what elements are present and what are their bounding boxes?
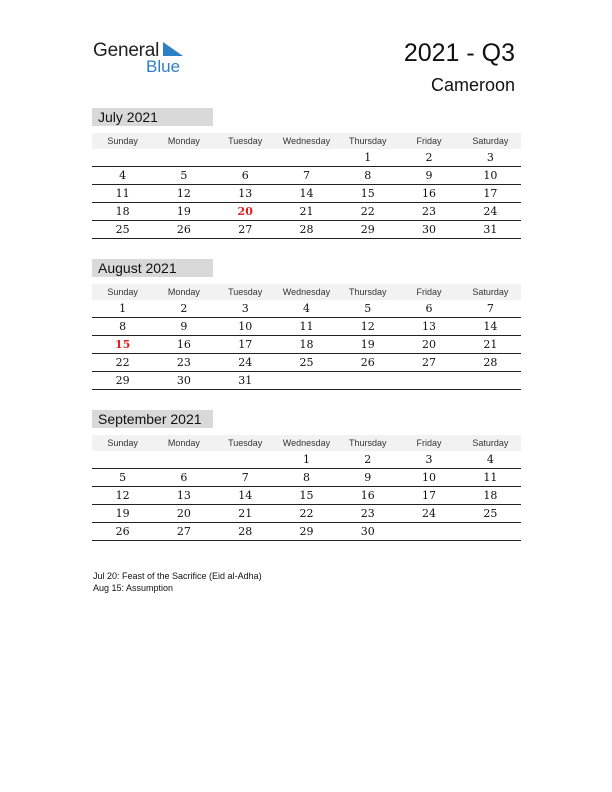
day-cell: 10 [483, 169, 498, 182]
day-cell: 19 [176, 205, 191, 218]
day-cell: 8 [302, 471, 310, 484]
day-cell: 22 [360, 205, 375, 218]
day-cell: 11 [115, 187, 130, 200]
weekday-label: Tuesday [228, 136, 263, 146]
day-cell [460, 523, 521, 540]
day-cell: 16 [360, 489, 375, 502]
day-cell: 17 [422, 489, 437, 502]
logo [93, 40, 193, 80]
day-cell: 11 [483, 471, 498, 484]
day-cell: 14 [238, 489, 253, 502]
day-cell: 26 [176, 223, 191, 236]
week-row [92, 487, 521, 505]
day-cell: 6 [425, 302, 433, 315]
day-cell: 19 [115, 507, 130, 520]
logo-blue-text: Blue [146, 57, 181, 76]
week-row [92, 221, 521, 239]
day-cell: 30 [176, 374, 191, 387]
day-cell: 4 [302, 302, 310, 315]
day-cell: 13 [176, 489, 191, 502]
day-cell: 6 [180, 471, 188, 484]
holiday-notes [93, 570, 262, 594]
day-cell: 29 [115, 374, 130, 387]
day-cell: 9 [180, 320, 188, 333]
week-row [92, 354, 521, 372]
day-cell: 1 [302, 453, 310, 466]
day-cell: 7 [486, 302, 494, 315]
day-cell: 2 [180, 302, 188, 315]
week-row [92, 185, 521, 203]
weekday-label: Thursday [349, 136, 387, 146]
day-cell: 6 [241, 169, 249, 182]
week-row [92, 300, 521, 318]
week-row [92, 167, 521, 185]
day-cell: 27 [422, 356, 437, 369]
weeks-grid [92, 149, 521, 239]
day-cell: 27 [176, 525, 191, 538]
day-cell: 3 [241, 302, 249, 315]
day-cell: 5 [364, 302, 372, 315]
weekday-label: Sunday [107, 287, 138, 297]
day-cell: 26 [360, 356, 375, 369]
day-cell [92, 451, 153, 468]
day-cell: 10 [422, 471, 437, 484]
day-cell: 5 [180, 169, 188, 182]
day-cell: 18 [115, 205, 130, 218]
day-cell: 12 [115, 489, 130, 502]
weekday-label: Friday [416, 287, 442, 297]
day-cell: 10 [238, 320, 253, 333]
day-cell: 7 [302, 169, 310, 182]
day-cell: 29 [299, 525, 314, 538]
day-cell: 25 [299, 356, 314, 369]
weekday-header-row [92, 284, 521, 300]
day-cell: 20 [422, 338, 437, 351]
week-row [92, 336, 521, 354]
day-cell: 9 [425, 169, 433, 182]
day-cell: 15 [360, 187, 375, 200]
day-cell: 4 [486, 453, 494, 466]
month-calendar-august [92, 259, 521, 390]
day-cell: 1 [119, 302, 127, 315]
weekday-label: Tuesday [228, 438, 263, 448]
weekday-label: Wednesday [282, 287, 331, 297]
week-row [92, 469, 521, 487]
month-calendar-september [92, 410, 521, 541]
day-cell [92, 149, 153, 166]
day-cell: 30 [360, 525, 375, 538]
day-cell: 18 [299, 338, 314, 351]
day-cell: 29 [360, 223, 375, 236]
day-cell: 25 [483, 507, 498, 520]
day-cell: 24 [238, 356, 253, 369]
weekday-label: Saturday [472, 136, 509, 146]
week-row [92, 523, 521, 541]
weekday-label: Thursday [349, 287, 387, 297]
weekday-label: Saturday [472, 287, 509, 297]
day-cell: 21 [483, 338, 498, 351]
day-cell: 28 [483, 356, 498, 369]
holiday-day-cell: 20 [237, 205, 253, 218]
day-cell: 16 [176, 338, 191, 351]
day-cell [215, 451, 276, 468]
day-cell: 24 [422, 507, 437, 520]
day-cell [153, 451, 214, 468]
day-cell: 3 [425, 453, 433, 466]
day-cell: 24 [483, 205, 498, 218]
week-row [92, 203, 521, 221]
weekday-label: Thursday [349, 438, 387, 448]
week-row [92, 149, 521, 167]
day-cell: 8 [119, 320, 127, 333]
day-cell: 1 [364, 151, 372, 164]
day-cell: 20 [176, 507, 191, 520]
weeks-grid [92, 451, 521, 541]
week-row [92, 372, 521, 390]
day-cell: 31 [483, 223, 498, 236]
day-cell: 26 [115, 525, 130, 538]
day-cell: 2 [425, 151, 433, 164]
day-cell [337, 372, 398, 389]
holiday-note: Jul 20: Feast of the Sacrifice (Eid al-Adha) [93, 571, 262, 581]
weekday-label: Monday [167, 438, 200, 448]
weekday-header-row [92, 133, 521, 149]
page-title: 2021 - Q3 [403, 39, 515, 67]
weekday-label: Wednesday [282, 438, 331, 448]
day-cell: 4 [119, 169, 127, 182]
day-cell: 8 [364, 169, 372, 182]
weekday-label: Sunday [107, 136, 138, 146]
day-cell: 23 [360, 507, 375, 520]
day-cell: 12 [176, 187, 191, 200]
weekday-label: Sunday [107, 438, 138, 448]
day-cell: 13 [238, 187, 253, 200]
holiday-day-cell: 15 [114, 338, 131, 351]
day-cell: 23 [422, 205, 437, 218]
day-cell [215, 149, 276, 166]
weekday-label: Friday [416, 136, 442, 146]
day-cell: 22 [299, 507, 314, 520]
week-row [92, 318, 521, 336]
day-cell: 13 [422, 320, 437, 333]
day-cell: 11 [299, 320, 314, 333]
day-cell: 14 [483, 320, 498, 333]
day-cell: 18 [483, 489, 498, 502]
day-cell: 21 [238, 507, 253, 520]
weekday-header-row [92, 435, 521, 451]
day-cell: 31 [238, 374, 253, 387]
month-title: September 2021 [92, 410, 213, 428]
day-cell: 22 [115, 356, 130, 369]
country-name: Cameroon [430, 75, 515, 95]
month-calendar-july [92, 108, 521, 239]
day-cell [398, 523, 459, 540]
week-row [92, 505, 521, 523]
day-cell: 25 [115, 223, 130, 236]
day-cell: 17 [483, 187, 498, 200]
day-cell: 2 [364, 453, 372, 466]
logo-general-text: General [93, 40, 160, 61]
day-cell: 9 [364, 471, 372, 484]
day-cell [398, 372, 459, 389]
day-cell: 23 [176, 356, 191, 369]
day-cell: 19 [360, 338, 375, 351]
weeks-grid [92, 300, 521, 390]
triangle-flag-icon [161, 42, 183, 58]
day-cell [460, 372, 521, 389]
day-cell: 12 [360, 320, 375, 333]
weekday-label: Saturday [472, 438, 509, 448]
day-cell: 21 [299, 205, 314, 218]
day-cell: 30 [422, 223, 437, 236]
weekday-label: Wednesday [282, 136, 331, 146]
weekday-label: Tuesday [228, 287, 263, 297]
day-cell: 16 [422, 187, 437, 200]
day-cell: 14 [299, 187, 314, 200]
day-cell: 3 [486, 151, 494, 164]
day-cell: 27 [238, 223, 253, 236]
month-title: July 2021 [92, 108, 213, 126]
week-row [92, 451, 521, 469]
day-cell [153, 149, 214, 166]
month-title: August 2021 [92, 259, 213, 277]
day-cell: 7 [241, 471, 249, 484]
day-cell: 15 [299, 489, 314, 502]
day-cell: 28 [299, 223, 314, 236]
day-cell: 28 [238, 525, 253, 538]
day-cell: 17 [238, 338, 253, 351]
holiday-note: Aug 15: Assumption [93, 583, 174, 593]
day-cell [276, 372, 337, 389]
day-cell: 5 [119, 471, 127, 484]
weekday-label: Monday [167, 136, 200, 146]
weekday-label: Monday [167, 287, 200, 297]
weekday-label: Friday [416, 438, 442, 448]
day-cell [276, 149, 337, 166]
